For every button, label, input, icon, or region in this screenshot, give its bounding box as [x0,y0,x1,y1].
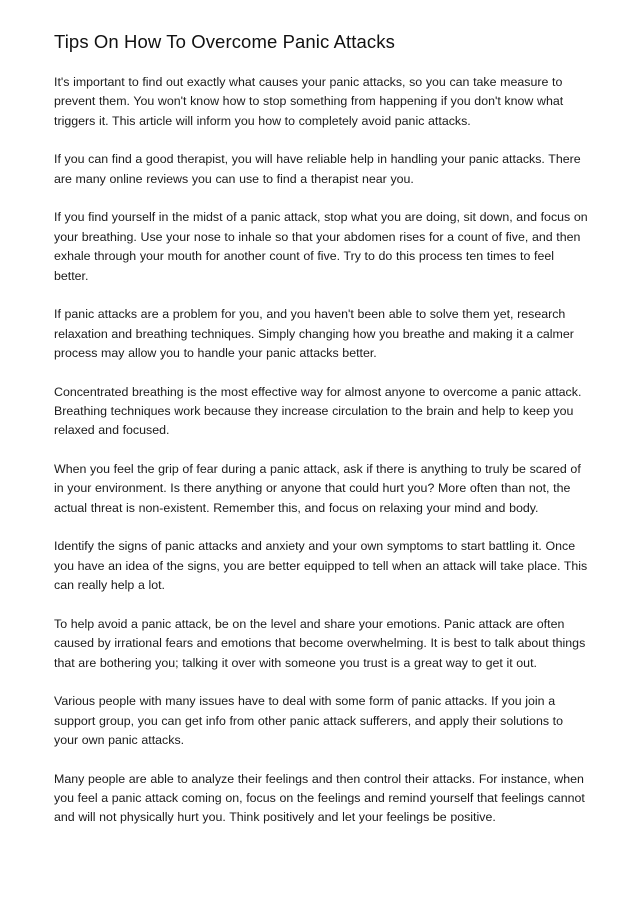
paragraph: Concentrated breathing is the most effective way for almost anyone to overcome a panic attack. Breathing techniques work because they increase circulation to the brain and help to keep you relaxed and focused. [54,384,582,438]
paragraph: If you find yourself in the midst of a panic attack, stop what you are doing, sit down, and focus on your breathing. Use your nose to inhale so that your abdomen rises for a count of five, and then exhale through your mouth for another count of five. Try to do this process ten times to feel better. [54,210,588,283]
paragraph: When you feel the grip of fear during a panic attack, ask if there is anything to truly be scared of in your environment. Is there anything or anyone that could hurt you? More often than not, the actual threat is non-existent. Remember this, and focus on relaxing your mind and body. [54,462,581,515]
paragraph: Various people with many issues have to deal with some form of panic attacks. If you join a support group, you can get info from other panic attack sufferers, and apply their solutions to your own panic attacks. [54,694,564,748]
paragraph: If panic attacks are a problem for you, and you haven't been able to solve them yet, research relaxation and breathing techniques. Simply changing how you breathe and making it a calmer process may allow you to handle your panic attacks better. [54,307,574,361]
paragraph: It's important to find out exactly what causes your panic attacks, so you can take measure to prevent them. You won't know how to stop something from happening if you don't know what triggers it. This article will inform you how to completely avoid panic attacks. [54,75,564,128]
document-title: Tips On How To Overcome Panic Attacks [54,31,395,52]
paragraph: To help avoid a panic attack, be on the level and share your emotions. Panic attack are often caused by irrational fears and emotions that become overwhelming. It is best to talk about things that are bothering you; talking it over with someone you trust is a great way to get it out. [54,616,586,670]
paragraph: Many people are able to analyze their feelings and then control their attacks. For instance, when you feel a panic attack coming on, focus on the feelings and remind yourself that feelings cannot and will not physically hurt you. Think positively and let your feelings be positive. [54,771,585,825]
paragraph: If you can find a good therapist, you will have reliable help in handling your panic attacks. There are many online reviews you can use to find a therapist near you. [54,152,581,186]
document-page [54,30,590,847]
paragraph: Identify the signs of panic attacks and anxiety and your own symptoms to start battling it. Once you have an idea of the signs, you are better equipped to tell when an attack will take place. This can really help a lot. [54,539,588,593]
